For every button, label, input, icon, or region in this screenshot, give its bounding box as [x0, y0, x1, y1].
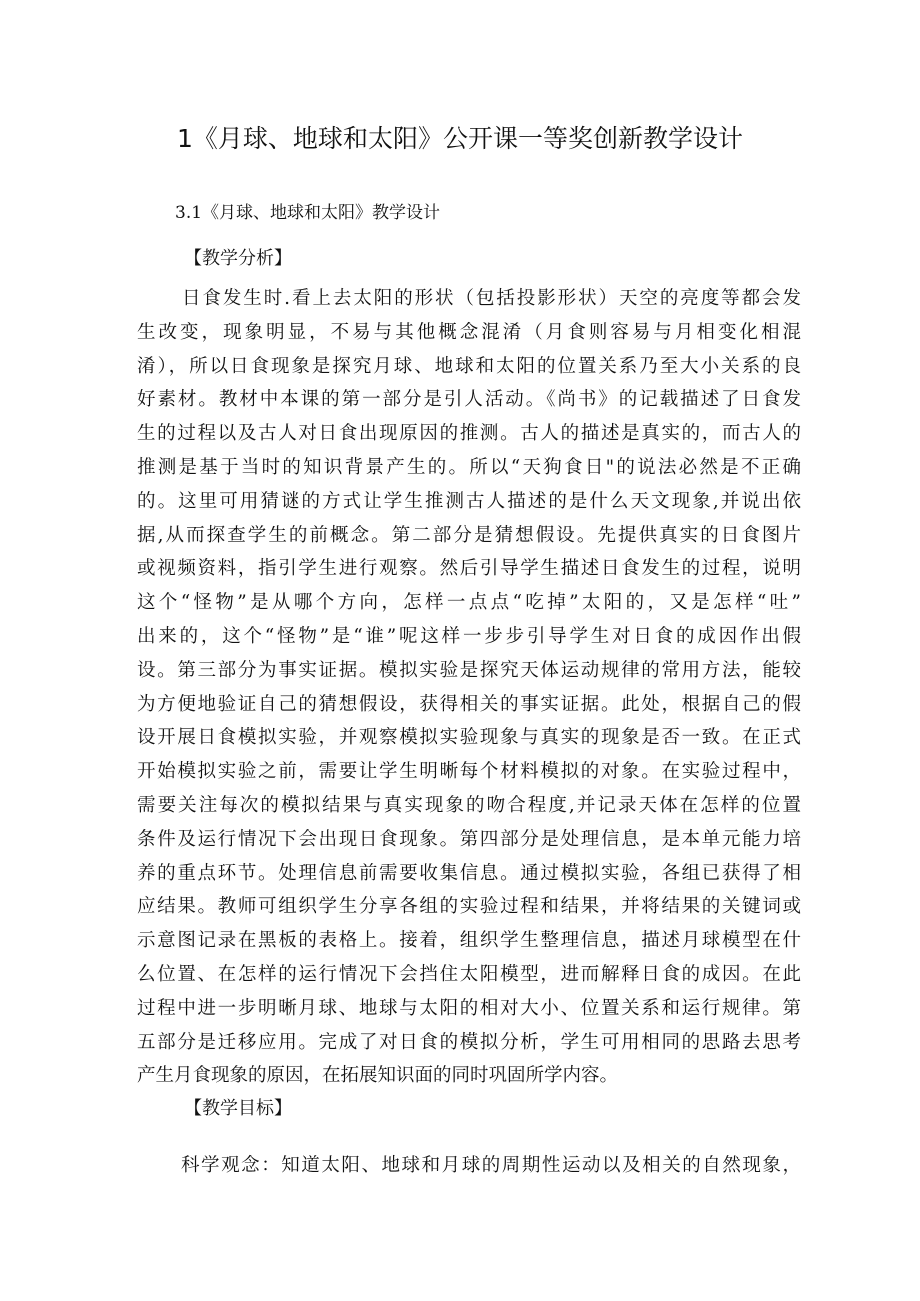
- paragraph-line: 五部分是迁移应用。完成了对日食的模拟分析，学生可用相同的思路去思考: [137, 1031, 801, 1053]
- paragraph-line: 这个“怪物”是从哪个方向，怎样一点点“吃掉”太阳的，又是怎样“吐”: [137, 592, 801, 614]
- paragraph-line: 推测是基于当时的知识背景产生的。所以“天狗食日"的说法必然是不正确: [137, 456, 801, 478]
- section-heading-analysis: 【教学分析】: [184, 248, 292, 269]
- document-subtitle: 3.1《月球、地球和太阳》教学设计: [175, 203, 441, 223]
- paragraph-line: 生改变，现象明显，不易与其他概念混淆（月食则容易与月相变化相混: [137, 321, 801, 343]
- paragraph-line: 条件及运行情况下会出现日食现象。第四部分是处理信息，是本单元能力培: [137, 828, 801, 850]
- paragraph-line: 开始模拟实验之前，需要让学生明晰每个材料模拟的对象。在实验过程中，: [137, 761, 801, 783]
- paragraph-line: 好素材。教材中本课的第一部分是引人活动。《尚书》的记载描述了日食发: [137, 389, 801, 411]
- paragraph-line: 过程中进一步明晰月球、地球与太阳的相对大小、位置关系和运行规律。第: [137, 997, 801, 1019]
- objective-line: 科学观念：知道太阳、地球和月球的周期性运动以及相关的自然现象，: [181, 1155, 801, 1176]
- paragraph-line: 示意图记录在黑板的表格上。接着，组织学生整理信息，描述月球模型在什: [137, 930, 801, 952]
- paragraph-line: 设。第三部分为事实证据。模拟实验是探究天体运动规律的常用方法，能较: [137, 659, 801, 681]
- paragraph-line: 为方便地验证自己的猜想假设，获得相关的事实证据。此处，根据自己的假: [137, 693, 801, 715]
- paragraph-line: 么位置、在怎样的运行情况下会挡住太阳模型，进而解释日食的成因。在此: [137, 963, 801, 985]
- paragraph-line: 生的过程以及古人对日食出现原因的推测。古人的描述是真实的，而古人的: [137, 423, 801, 445]
- paragraph-line: 设开展日食模拟实验，并观察模拟实验现象与真实的现象是否一致。在正式: [137, 727, 801, 749]
- paragraph-line: 养的重点环节。处理信息前需要收集信息。通过模拟实验，各组已获得了相: [137, 862, 801, 884]
- section-heading-objectives: 【教学目标】: [184, 1098, 292, 1119]
- document-title: 1《月球、地球和太阳》公开课一等奖创新教学设计: [177, 124, 743, 153]
- paragraph-line: 日食发生时.看上去太阳的形状（包括投影形状）天空的亮度等都会发: [182, 288, 801, 309]
- paragraph-line: 或视频资料，指引学生进行观察。然后引导学生描述日食发生的过程，说明: [137, 558, 801, 580]
- paragraph-line: 产生月食现象的原因，在拓展知识面的同时巩固所学内容。: [137, 1065, 619, 1087]
- paragraph-line: 淆），所以日食现象是探究月球、地球和太阳的位置关系乃至大小关系的良: [137, 355, 801, 377]
- paragraph-line: 的。这里可用猜谜的方式让学生推测古人描述的是什么天文现象,并说出依: [137, 490, 801, 512]
- analysis-paragraph: [137, 282, 801, 1093]
- paragraph-line: 出来的，这个“怪物”是“谁”呢这样一步步引导学生对日食的成因作出假: [137, 625, 801, 647]
- paragraph-line: 据,从而探查学生的前概念。第二部分是猜想假设。先提供真实的日食图片: [137, 524, 801, 546]
- paragraph-line: 需要关注每次的模拟结果与真实现象的吻合程度,并记录天体在怎样的位置: [137, 794, 801, 816]
- paragraph-line: 应结果。教师可组织学生分享各组的实验过程和结果，并将结果的关键词或: [137, 896, 801, 918]
